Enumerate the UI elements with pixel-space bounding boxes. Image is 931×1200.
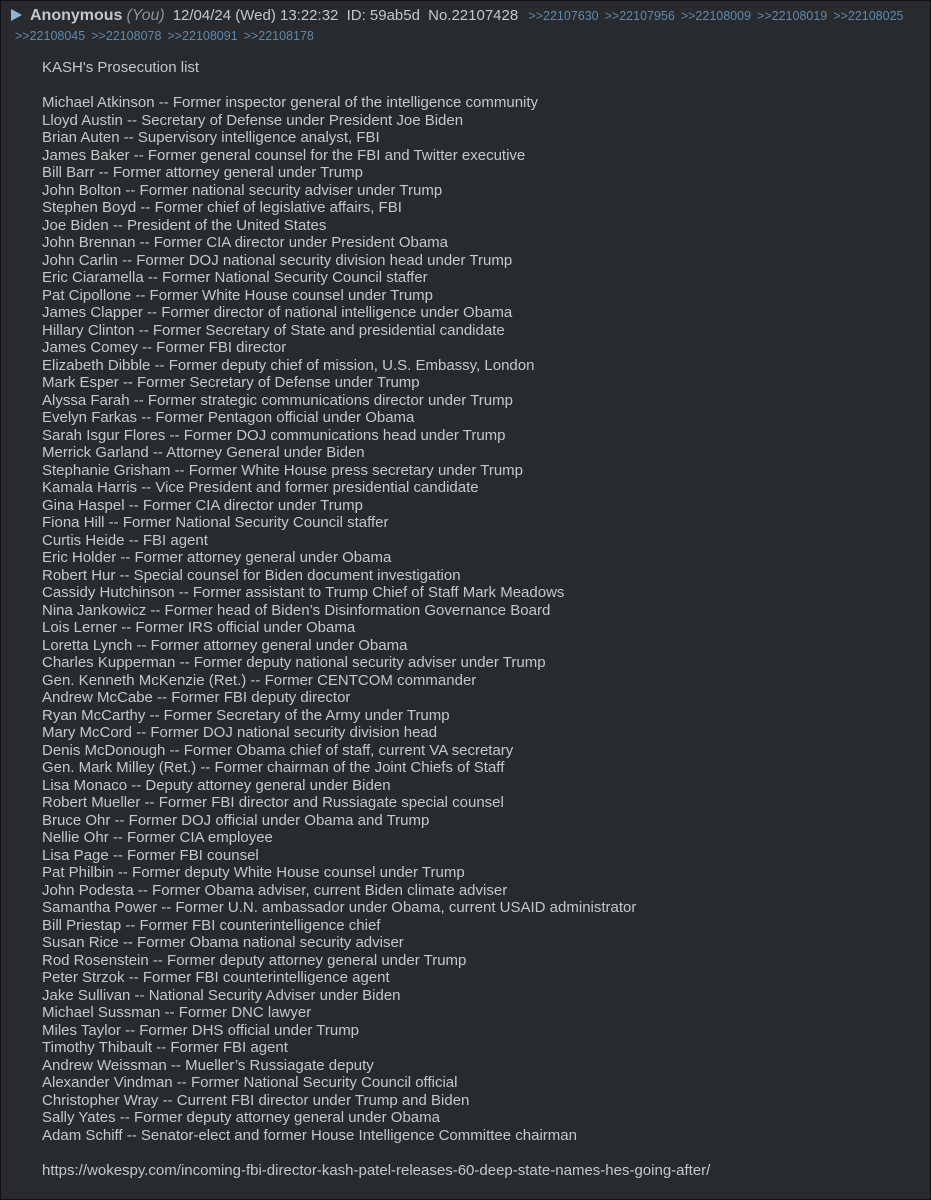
list-item: Loretta Lynch -- Former attorney general under Obama xyxy=(42,636,408,654)
list-item: James Baker -- Former general counsel for the FBI and Twitter executive xyxy=(42,146,526,164)
list-item: Lisa Page -- Former FBI counsel xyxy=(42,846,259,864)
post-header xyxy=(11,6,916,26)
list-item: Peter Strzok -- Former FBI counterintelligence agent xyxy=(42,969,390,986)
backlink[interactable]: >>22107956 xyxy=(604,9,675,23)
backlink[interactable]: >>22108019 xyxy=(757,9,828,23)
list-item: Charles Kupperman -- Former deputy national security adviser under Trump xyxy=(42,654,546,671)
list-item: Stephanie Grisham -- Former White House press secretary under Trump xyxy=(42,461,524,479)
list-item: Lisa Monaco -- Deputy attorney general under Biden xyxy=(42,776,391,794)
list-item: Robert Mueller -- Former FBI director and Russiagate special counsel xyxy=(42,794,504,811)
backlink[interactable]: >>22108078 xyxy=(91,29,162,43)
list-item: Pat Cipollone -- Former White House counsel under Trump xyxy=(42,286,433,304)
list-item: Pat Philbin -- Former deputy White House counsel under Trump xyxy=(42,864,465,881)
list-item: James Clapper -- Former director of national intelligence under Obama xyxy=(42,304,513,321)
post-datetime: 12/04/24 (Wed) 13:22:32 xyxy=(172,7,339,24)
list-item: Evelyn Farkas -- Former Pentagon official under Obama xyxy=(42,409,415,426)
list-item: Ryan McCarthy -- Former Secretary of the Army under Trump xyxy=(42,706,450,724)
list-item: Sarah Isgur Flores -- Former DOJ communications head under Trump xyxy=(42,426,506,444)
list-item: Susan Rice -- Former Obama national security adviser xyxy=(42,934,404,951)
list-item: Curtis Heide -- FBI agent xyxy=(42,531,208,549)
backlink[interactable]: >>22107630 xyxy=(528,9,599,23)
list-item: Samantha Power -- Former U.N. ambassador under Obama, current USAID administrator xyxy=(42,899,637,916)
backlink[interactable]: >>22108009 xyxy=(680,9,752,23)
list-item: James Comey -- Former FBI director xyxy=(42,339,287,356)
list-item: Elizabeth Dibble -- Former deputy chief of mission, U.S. Embassy, London xyxy=(42,356,535,374)
list-item: Denis McDonough -- Former Obama chief of staff, current VA secretary xyxy=(42,741,514,759)
list-item: Mark Esper -- Former Secretary of Defense under Trump xyxy=(42,374,420,391)
list-item: Brian Auten -- Supervisory intelligence analyst, FBI xyxy=(42,129,380,146)
list-item: Gen. Kenneth McKenzie (Ret.) -- Former CENTCOM commander xyxy=(42,671,477,689)
list-item: Mary McCord -- Former DOJ national security division head xyxy=(42,724,438,741)
source-link[interactable]: https://wokespy.com/incoming-fbi-director-kash-patel-releases-60-deep-state-names-hes-going-after/ xyxy=(42,1161,711,1179)
list-item: Robert Hur -- Special counsel for Biden document investigation xyxy=(42,566,461,584)
list-item: Jake Sullivan -- National Security Adviser under Biden xyxy=(42,986,401,1004)
you-marker: (You) xyxy=(126,7,165,24)
list-item: Rod Rosenstein -- Former deputy attorney general under Trump xyxy=(42,951,467,969)
list-item: Kamala Harris -- Vice President and former presidential candidate xyxy=(42,479,479,496)
list-item: Stephen Boyd -- Former chief of legislative affairs, FBI xyxy=(42,199,402,216)
list-item: Bruce Ohr -- Former DOJ official under Obama and Trump xyxy=(42,811,430,829)
list-item: Lois Lerner -- Former IRS official under Obama xyxy=(42,619,356,636)
list-item: Nina Jankowicz -- Former head of Biden’s Disinformation Governance Board xyxy=(42,601,551,619)
entry-list xyxy=(42,94,922,1144)
list-item: John Bolton -- Former national security adviser under Trump xyxy=(42,181,443,199)
list-item: Adam Schiff -- Senator-elect and former House Intelligence Committee chairman xyxy=(42,1126,577,1144)
list-item: John Podesta -- Former Obama adviser, current Biden climate adviser xyxy=(42,881,508,899)
post-body xyxy=(42,59,922,1179)
backlink[interactable]: >>22108178 xyxy=(243,29,314,43)
list-item: Michael Atkinson -- Former inspector general of the intelligence community xyxy=(42,94,539,111)
triangle-right-icon[interactable] xyxy=(11,9,22,21)
backlinks xyxy=(522,7,903,24)
list-item: John Brennan -- Former CIA director under President Obama xyxy=(42,234,449,251)
list-item: Alyssa Farah -- Former strategic communications director under Trump xyxy=(42,391,513,409)
list-item: Eric Ciaramella -- Former National Security Council staffer xyxy=(42,269,428,286)
list-item: Cassidy Hutchinson -- Former assistant to Trump Chief of Staff Mark Meadows xyxy=(42,584,565,601)
list-item: Timothy Thibault -- Former FBI agent xyxy=(42,1039,288,1056)
list-item: Sally Yates -- Former deputy attorney general under Obama xyxy=(42,1109,440,1126)
list-item: Gen. Mark Milley (Ret.) -- Former chairman of the Joint Chiefs of Staff xyxy=(42,759,505,776)
list-item: Miles Taylor -- Former DHS official under Trump xyxy=(42,1021,360,1039)
list-item: Gina Haspel -- Former CIA director under Trump xyxy=(42,496,363,514)
list-item: Nellie Ohr -- Former CIA employee xyxy=(42,829,273,846)
list-item: Andrew McCabe -- Former FBI deputy director xyxy=(42,689,351,706)
backlink[interactable]: >>22108025 xyxy=(833,9,904,23)
list-item: Andrew Weissman -- Mueller’s Russiagate deputy xyxy=(42,1056,374,1074)
list-item: John Carlin -- Former DOJ national security division head under Trump xyxy=(42,251,513,269)
list-item: Merrick Garland -- Attorney General under Biden xyxy=(42,444,365,461)
list-item: Joe Biden -- President of the United States xyxy=(42,216,327,234)
poster-id[interactable]: ID: 59ab5d xyxy=(346,7,420,24)
backlink[interactable]: >>22108045 xyxy=(15,29,86,43)
backlink[interactable]: >>22108091 xyxy=(167,29,238,43)
list-item: Fiona Hill -- Former National Security Council staffer xyxy=(42,514,389,531)
list-item: Hillary Clinton -- Former Secretary of State and presidential candidate xyxy=(42,321,505,339)
list-item: Eric Holder -- Former attorney general under Obama xyxy=(42,549,392,566)
list-item: Alexander Vindman -- Former National Security Council official xyxy=(42,1074,458,1091)
backlinks-row2 xyxy=(15,28,320,44)
poster-name: Anonymous xyxy=(30,7,123,24)
post-title: KASH's Prosecution list xyxy=(42,59,200,76)
list-item: Michael Sussman -- Former DNC lawyer xyxy=(42,1004,312,1021)
post-number[interactable]: No.22107428 xyxy=(428,7,519,24)
list-item: Lloyd Austin -- Secretary of Defense under President Joe Biden xyxy=(42,111,464,129)
list-item: Bill Barr -- Former attorney general under Trump xyxy=(42,164,363,181)
list-item: Bill Priestap -- Former FBI counterintelligence chief xyxy=(42,916,381,934)
list-item: Christopher Wray -- Current FBI director under Trump and Biden xyxy=(42,1091,470,1109)
